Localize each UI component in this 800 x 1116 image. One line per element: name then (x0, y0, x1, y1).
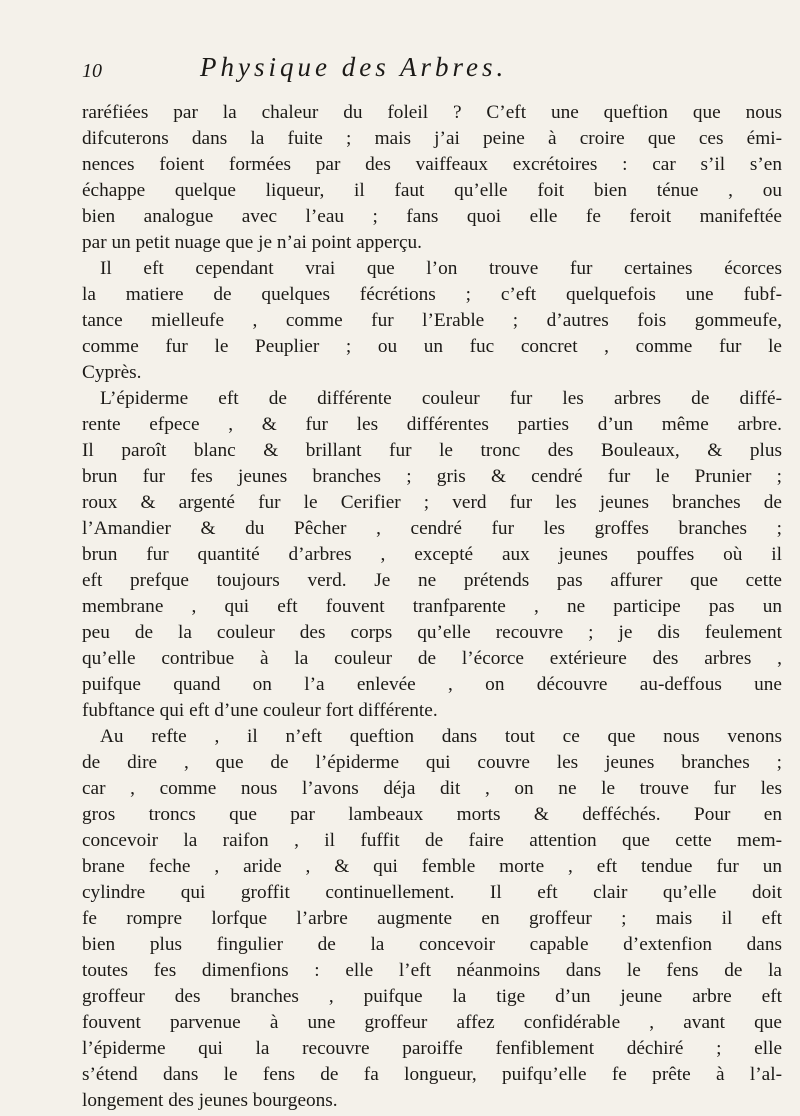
text-line: Cyprès. (82, 362, 142, 383)
text-line: longement des jeunes bourgeons. (82, 1090, 338, 1111)
running-head: Physique des Arbres. (200, 52, 508, 82)
text-line: L’épiderme eft de différente couleur fur les arbres de diffé- (100, 388, 782, 409)
text-line: Il eft cependant vrai que l’on trouve fur certaines écorces (100, 258, 782, 279)
text-line: s’étend dans le fens de fa longueur, puifqu’elle fe prête à l’al- (82, 1064, 782, 1085)
text-line: peu de la couleur des corps qu’elle recouvre ; je dis feulement (82, 622, 782, 643)
text-line: cylindre qui groffit continuellement. Il eft clair qu’elle doit (82, 882, 782, 903)
text-line: groffeur des branches , puifque la tige d’un jeune arbre eft (82, 986, 782, 1007)
text-line: difcuterons dans la fuite ; mais j’ai peine à croire que ces émi- (82, 128, 782, 149)
text-line: raréfiées par la chaleur du foleil ? C’eft une queftion que nous (82, 102, 782, 123)
text-line: l’Amandier & du Pêcher , cendré fur les groffes branches ; (82, 518, 782, 539)
text-line: roux & argenté fur le Cerifier ; verd fur les jeunes branches de (82, 492, 782, 513)
text-line: concevoir la raifon , il fuffit de faire attention que cette mem- (82, 830, 782, 851)
text-line: Il paroît blanc & brillant fur le tronc des Bouleaux, & plus (82, 440, 782, 461)
text-line: gros troncs que par lambeaux morts & defféchés. Pour en (82, 804, 782, 825)
text-line: qu’elle contribue à la couleur de l’écorce extérieure des arbres , (82, 648, 782, 669)
text-line: car , comme nous l’avons déja dit , on ne le trouve fur les (82, 778, 782, 799)
page-header (82, 50, 782, 90)
text-line: rente efpece , & fur les différentes parties d’un même arbre. (82, 414, 782, 435)
body-text (82, 100, 782, 1114)
text-line: échappe quelque liqueur, il faut qu’elle foit bien ténue , ou (82, 180, 782, 201)
text-line: eft prefque toujours verd. Je ne prétends pas affurer que cette (82, 570, 782, 591)
text-line: puifque quand on l’a enlevée , on découvre au-deffous une (82, 674, 782, 695)
text-line: comme fur le Peuplier ; ou un fuc concret , comme fur le (82, 336, 782, 357)
text-line: fouvent parvenue à une groffeur affez confidérable , avant que (82, 1012, 782, 1033)
text-line: toutes fes dimenfions : elle l’eft néanmoins dans le fens de la (82, 960, 782, 981)
text-line: l’épiderme qui la recouvre paroiffe fenfiblement déchiré ; elle (82, 1038, 782, 1059)
text-line: fe rompre lorfque l’arbre augmente en groffeur ; mais il eft (82, 908, 782, 929)
text-line: la matiere de quelques fécrétions ; c’eft quelquefois une fubf- (82, 284, 782, 305)
text-line: Au refte , il n’eft queftion dans tout ce que nous venons (100, 726, 782, 747)
text-line: brane feche , aride , & qui femble morte , eft tendue fur un (82, 856, 782, 877)
page-number: 10 (82, 60, 102, 82)
text-line: bien plus fingulier de la concevoir capable d’extenfion dans (82, 934, 782, 955)
text-line: brun fur quantité d’arbres , excepté aux jeunes pouffes où il (82, 544, 782, 565)
text-line: fubftance qui eft d’une couleur fort différente. (82, 700, 438, 721)
text-line: de dire , que de l’épiderme qui couvre les jeunes branches ; (82, 752, 782, 773)
text-line: brun fur fes jeunes branches ; gris & cendré fur le Prunier ; (82, 466, 782, 487)
text-line: par un petit nuage que je n’ai point apperçu. (82, 232, 422, 253)
text-line: membrane , qui eft fouvent tranfparente , ne participe pas un (82, 596, 782, 617)
text-line: nences foient formées par des vaiffeaux excrétoires : car s’il s’en (82, 154, 782, 175)
text-line: bien analogue avec l’eau ; fans quoi elle fe feroit manifeftée (82, 206, 782, 227)
text-line: tance mielleufe , comme fur l’Erable ; d’autres fois gommeufe, (82, 310, 782, 331)
